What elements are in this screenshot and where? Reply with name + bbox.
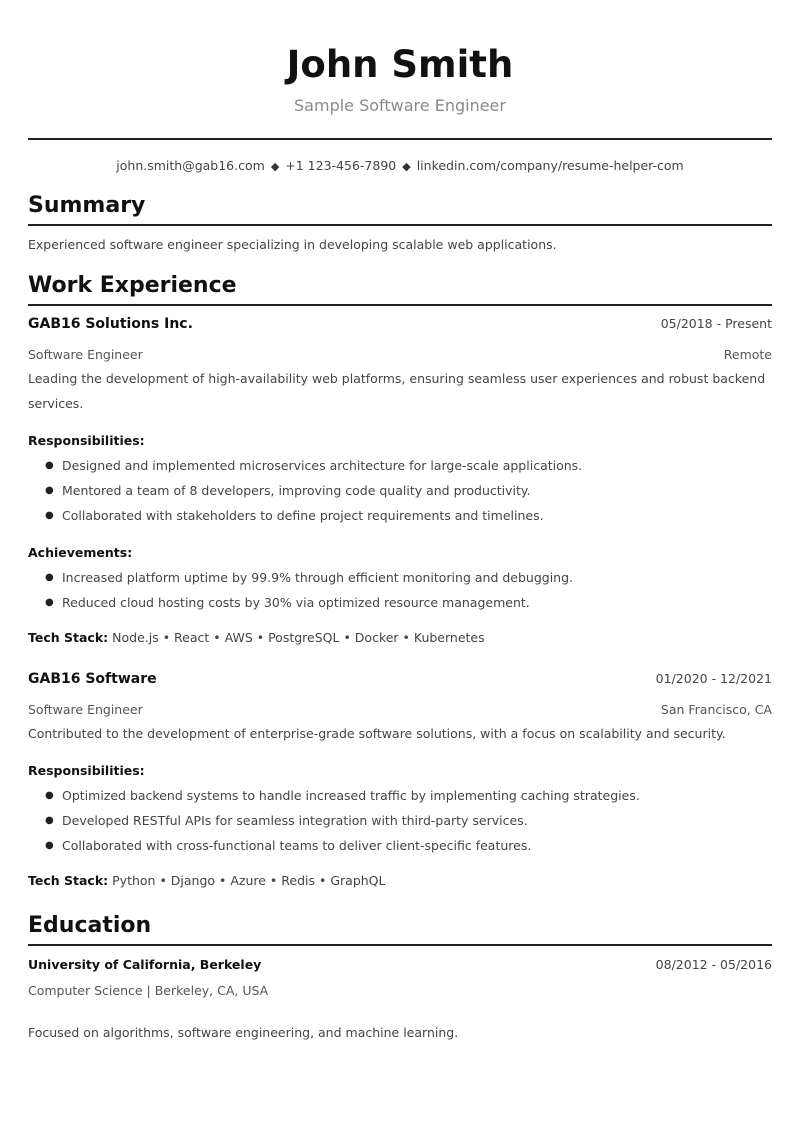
bullet-icon: ●: [45, 460, 54, 471]
tech-stack: [28, 629, 772, 647]
bullet-icon: ●: [45, 572, 54, 583]
responsibilities-list: [28, 783, 772, 858]
resume-name: John Smith: [286, 43, 514, 86]
responsibilities-label: Responsibilities:: [28, 433, 145, 448]
list-item: ● Optimized backend systems to handle increased traffic by implementing caching strategies.: [62, 783, 772, 808]
responsibilities-list: [28, 453, 772, 528]
resume-subtitle: Sample Software Engineer: [294, 96, 506, 115]
education-header: [28, 956, 772, 974]
achievements-label: Achievements:: [28, 545, 133, 560]
tech-stack-label: Tech Stack:: [28, 873, 109, 888]
separator-diamond-icon: ◆: [402, 160, 411, 173]
bullet-icon: ●: [45, 815, 54, 826]
header-divider: [28, 138, 772, 140]
tech-stack: [28, 872, 772, 890]
job-company: GAB16 Software: [28, 671, 157, 687]
job-role-row: [28, 701, 772, 719]
contact-phone[interactable]: +1 123-456-7890: [285, 158, 397, 173]
job-entry: [28, 314, 772, 647]
separator-diamond-icon: ◆: [270, 160, 280, 173]
section-title-education: Education: [28, 912, 772, 946]
summary-text: Experienced software engineer specializing in developing scalable web applications.: [28, 237, 557, 252]
job-header: [28, 314, 772, 334]
responsibilities-label: Responsibilities:: [28, 763, 145, 778]
job-header: [28, 669, 772, 689]
education-dates: 08/2012 - 05/2016: [655, 957, 772, 972]
section-title-work-experience: Work Experience: [28, 272, 772, 306]
contact-line: [28, 157, 772, 176]
tech-stack-values: Node.js • React • AWS • PostgreSQL • Docker • Kubernetes: [112, 630, 485, 645]
education-entry: [28, 956, 772, 1042]
education-field: Computer Science | Berkeley, CA, USA: [28, 983, 269, 998]
bullet-icon: ●: [45, 790, 54, 801]
education-description: Focused on algorithms, software engineering, and machine learning.: [28, 1025, 459, 1040]
job-location: Remote: [723, 347, 772, 362]
job-dates: 05/2018 - Present: [660, 316, 772, 331]
list-item: ● Collaborated with cross-functional teams to deliver client-specific features.: [62, 833, 772, 858]
list-item: ● Mentored a team of 8 developers, improving code quality and productivity.: [62, 478, 772, 503]
job-company: GAB16 Solutions Inc.: [28, 316, 193, 332]
job-description: Leading the development of high-availability web platforms, ensuring seamless user experiences and robust backend services.: [28, 371, 766, 411]
bullet-icon: ●: [45, 597, 54, 608]
job-entry: [28, 669, 772, 890]
job-description: Contributed to the development of enterprise-grade software solutions, with a focus on scalability and security.: [28, 726, 726, 741]
bullet-icon: ●: [45, 510, 54, 521]
job-role: Software Engineer: [28, 702, 143, 717]
job-role-row: [28, 346, 772, 364]
achievements-list: [28, 565, 772, 615]
list-item: ● Designed and implemented microservices architecture for large-scale applications.: [62, 453, 772, 478]
bullet-icon: ●: [45, 840, 54, 851]
contact-linkedin[interactable]: linkedin.com/company/resume-helper-com: [416, 158, 684, 173]
tech-stack-label: Tech Stack:: [28, 630, 109, 645]
contact-email[interactable]: john.smith@gab16.com: [116, 158, 265, 173]
section-title-summary: Summary: [28, 192, 772, 226]
job-dates: 01/2020 - 12/2021: [655, 671, 772, 686]
list-item: ● Increased platform uptime by 99.9% through efficient monitoring and debugging.: [62, 565, 772, 590]
tech-stack-values: Python • Django • Azure • Redis • GraphQL: [112, 873, 386, 888]
education-school: University of California, Berkeley: [28, 957, 262, 972]
job-location: San Francisco, CA: [660, 702, 772, 717]
list-item: ● Reduced cloud hosting costs by 30% via optimized resource management.: [62, 590, 772, 615]
job-role: Software Engineer: [28, 347, 143, 362]
list-item: ● Collaborated with stakeholders to define project requirements and timelines.: [62, 503, 772, 528]
list-item: ● Developed RESTful APIs for seamless integration with third-party services.: [62, 808, 772, 833]
bullet-icon: ●: [45, 485, 54, 496]
